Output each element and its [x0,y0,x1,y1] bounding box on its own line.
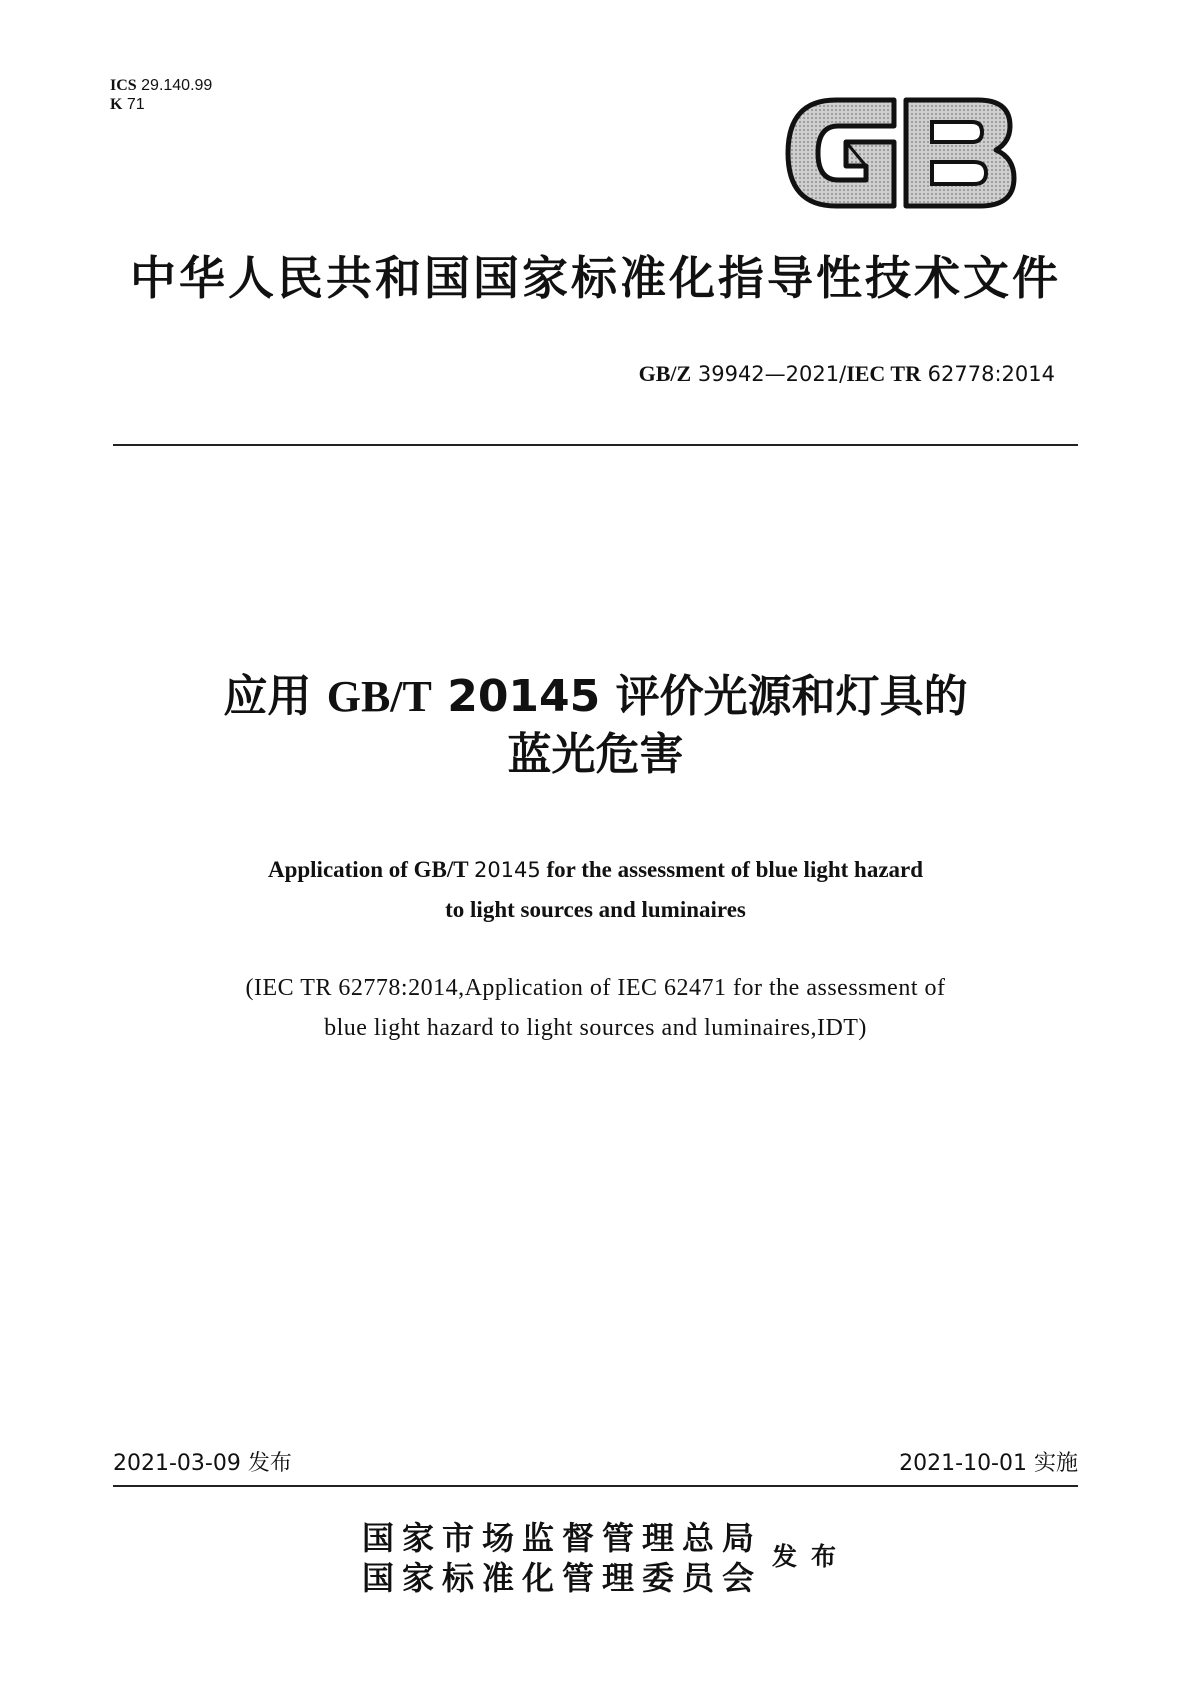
ics-line [110,76,212,95]
gb-logo-icon [782,92,1018,214]
english-title-line1 [0,850,1191,890]
standard-code: 39942—2021/ [697,362,847,386]
issue-label: 发布 [772,1542,851,1571]
cn-title-part-b: 20145 评价光源和灯具的 [447,671,968,722]
bottom-divider [113,1485,1078,1487]
adoption-line1: (IEC TR 62778:2014,Application of IEC 62471 for the assessment of [245,975,946,1001]
standard-prefix: GB/Z [638,361,692,386]
ics-code: 29.140.99 [141,77,213,94]
en-title-part-a: Application of GB/T [267,857,469,882]
cn-title-part-a: 应用 [223,671,312,722]
english-title [0,850,1191,929]
standard-number [639,360,1055,388]
ccs-code: 71 [126,96,145,113]
cn-title-gb: GB/T [326,672,432,721]
chinese-title-line1 [0,668,1191,726]
ccs-label: K [110,96,123,113]
en-title-part-b: for the assessment of blue light hazard [546,857,924,882]
iec-prefix: IEC TR [846,361,921,386]
effective-date: 2021-10-01 实施 [899,1451,1078,1476]
issuer-samr: 国家市场监督管理总局 [362,1519,763,1557]
issuing-organizations [362,1518,762,1598]
iec-code: 62778:2014 [927,362,1055,386]
english-title-line2: to light sources and luminaires [445,897,746,922]
adoption-statement [0,968,1191,1048]
chinese-title-line2: 蓝光危害 [507,729,684,780]
chinese-title [0,668,1191,784]
classification-codes [110,76,212,114]
en-title-number: 20145 [473,858,541,882]
ics-label: ICS [110,77,137,94]
ccs-line [110,95,212,114]
document-type-title: 中华人民共和国国家标准化指导性技术文件 [130,251,1061,305]
top-divider [113,444,1078,446]
issuer-sac: 国家标准化管理委员会 [362,1559,763,1597]
publication-date: 2021-03-09 发布 [113,1451,292,1476]
adoption-line2: blue light hazard to light sources and luminaires,IDT) [324,1015,867,1041]
